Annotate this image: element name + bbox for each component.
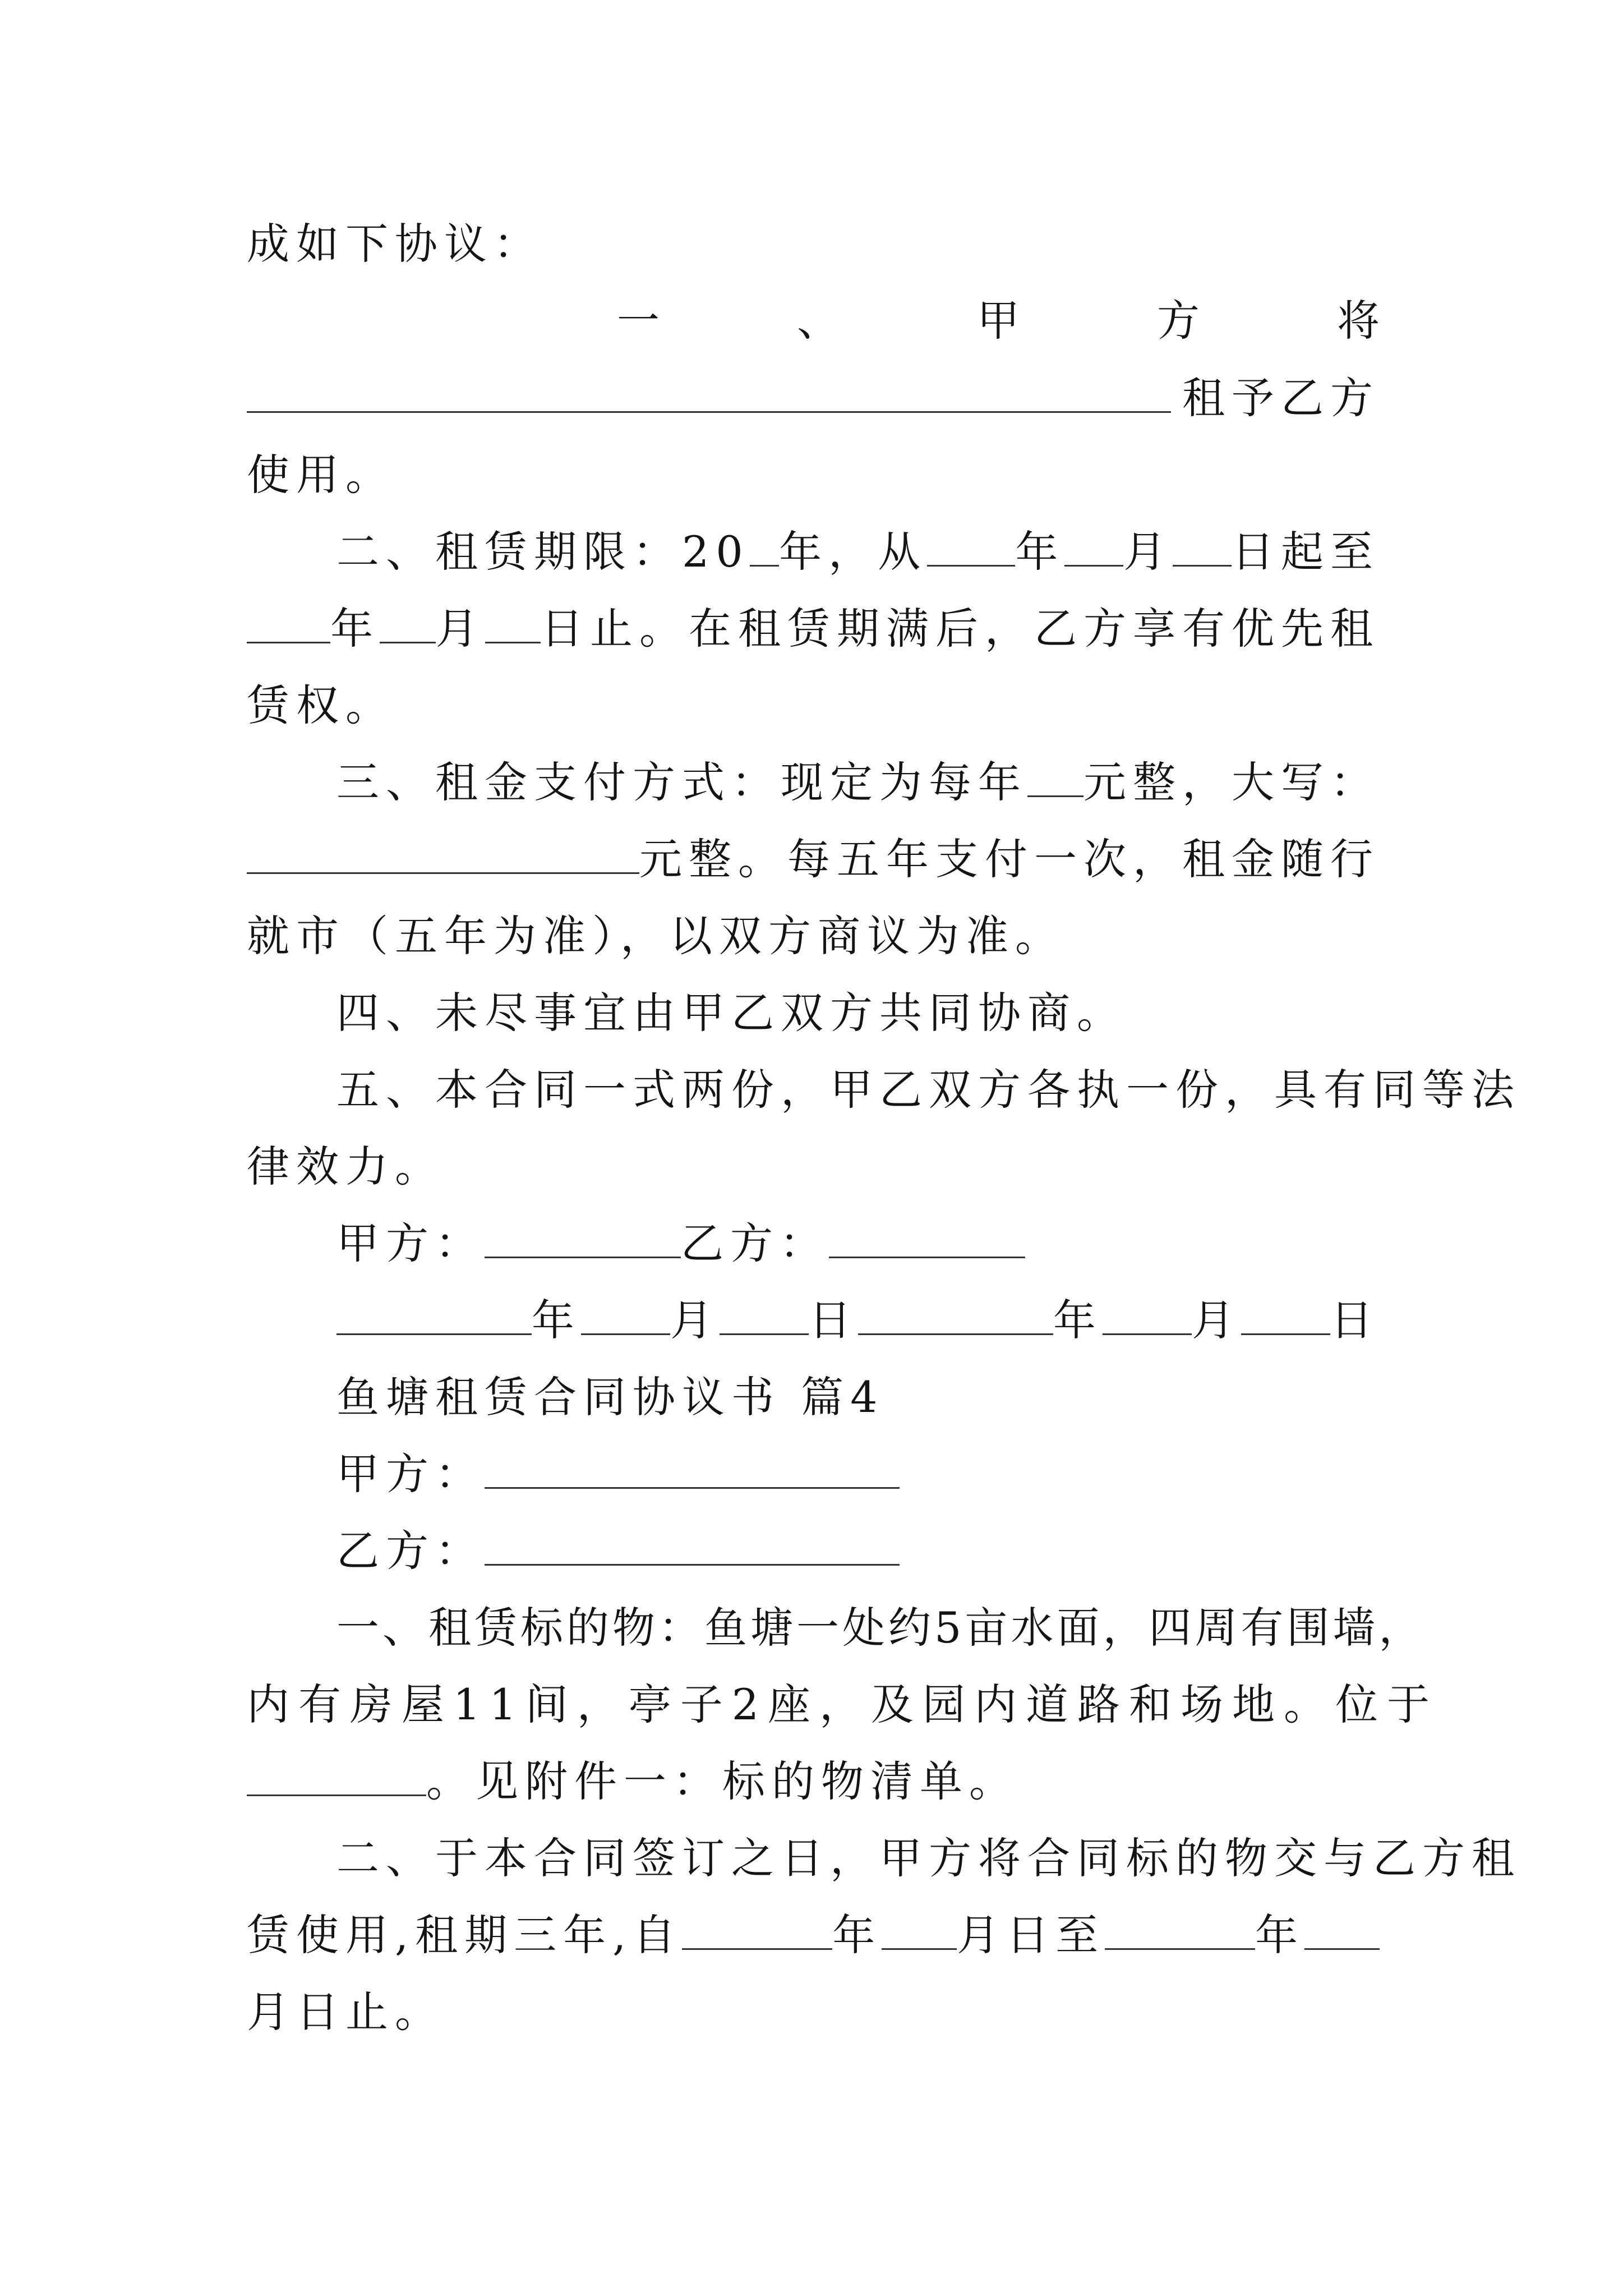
blank-underline [247, 1754, 426, 1796]
text-line [247, 829, 1380, 890]
blank-underline [927, 524, 1015, 567]
text: 甲方： [336, 1449, 485, 1499]
text: 。见附件一：标的物清单。 [426, 1756, 1018, 1806]
text: 月 [670, 1295, 720, 1345]
text-line [247, 675, 1380, 737]
text: 乙方： [681, 1218, 829, 1268]
text-line [336, 1828, 1521, 1889]
text-line [336, 521, 1380, 583]
text: 将 [1337, 296, 1380, 346]
text: 成如下协议： [247, 219, 543, 269]
text: 日 [1330, 1295, 1380, 1345]
text-line [247, 1674, 1439, 1736]
blank-underline [1304, 1908, 1380, 1950]
text: 方 [1157, 296, 1200, 346]
blank-underline [1105, 1908, 1255, 1950]
blank-underline [336, 1293, 532, 1335]
text: 元整，大写： [1083, 757, 1380, 807]
text: 使用。 [247, 450, 395, 500]
blank-underline [485, 1524, 900, 1566]
blank-underline [858, 1293, 1053, 1335]
text: 一、租赁标的物：鱼塘一处约5亩水面，四周有围墙， [336, 1603, 1425, 1653]
blank-underline [581, 1293, 670, 1335]
text: 月 [1123, 527, 1173, 577]
text-line [247, 1751, 1380, 1812]
text-line [336, 1597, 1425, 1659]
blank-underline [485, 1447, 900, 1489]
text: 月日止。 [247, 1987, 444, 2037]
blank-underline [1027, 755, 1083, 797]
blank-underline [485, 1216, 681, 1258]
text: 年 [1053, 1295, 1103, 1345]
text-line [336, 752, 1380, 813]
text: 鱼塘租赁合同协议书 篇4 [336, 1372, 884, 1422]
text: 二、于本合同签订之日，甲方将合同标的物交与乙方租 [336, 1833, 1521, 1883]
blank-underline [1064, 524, 1123, 567]
text: 甲 [977, 296, 1020, 346]
blank-underline [1173, 524, 1232, 567]
signature-line [336, 1213, 1380, 1274]
text: 五、本合同一式两份，甲乙双方各执一份，具有同等法 [336, 1065, 1521, 1115]
blank-underline [247, 832, 639, 874]
text: 四、未尽事宜由甲乙双方共同协商。 [336, 988, 1126, 1038]
text-line [247, 598, 1380, 660]
text-line-justified [617, 290, 1380, 352]
text-line [247, 1136, 1380, 1198]
blank-underline [829, 1216, 1025, 1258]
text: 内有房屋11间，亭子2座，及园内道路和场地。位于 [247, 1680, 1439, 1729]
date-line [336, 1290, 1380, 1351]
blank-underline [247, 601, 330, 643]
text: 就市（五年为准），以双方商议为准。 [247, 911, 1064, 961]
text-line [247, 1981, 1380, 2043]
text: 年 [531, 1295, 581, 1345]
blank-underline [720, 1293, 809, 1335]
blank-underline [882, 1908, 957, 1950]
text: 月 [1191, 1295, 1241, 1345]
text: 甲方： [336, 1218, 485, 1268]
text-line [247, 1904, 1380, 1966]
blank-underline [1103, 1293, 1192, 1335]
text-line [247, 444, 1380, 506]
blank-underline [1241, 1293, 1330, 1335]
party-line [336, 1520, 1380, 1582]
text-line [247, 367, 1380, 429]
text: 日止。在租赁期满后，乙方享有优先租 [540, 604, 1380, 654]
party-line [336, 1443, 1380, 1505]
blank-underline [485, 601, 541, 643]
blank-underline [750, 524, 779, 567]
text: 、 [797, 296, 840, 346]
text: 律效力。 [247, 1142, 444, 1191]
text: 租予乙方 [1182, 373, 1380, 423]
text-line [336, 982, 1380, 1044]
text: 月 [435, 604, 485, 654]
text: 乙方： [336, 1526, 485, 1576]
text: 年 [1015, 527, 1065, 577]
text: 三、租金支付方式：现定为每年 [336, 757, 1027, 807]
text: 年 [1255, 1910, 1305, 1960]
text: 日 [809, 1295, 858, 1345]
text-line [336, 1059, 1521, 1121]
text: 赁权。 [247, 680, 395, 730]
blank-underline [682, 1908, 832, 1950]
text: 年，从 [779, 527, 928, 577]
text-line [247, 905, 1380, 967]
section-heading [336, 1366, 1380, 1428]
text: 二、租赁期限：20 [336, 527, 750, 577]
text: 赁使用,租期三年,自 [247, 1910, 683, 1960]
text: 月日至 [957, 1910, 1105, 1960]
text-line [247, 213, 1380, 275]
blank-underline [247, 371, 1171, 413]
blank-underline [380, 601, 435, 643]
text: 一 [617, 296, 660, 346]
text: 年 [832, 1910, 882, 1960]
text: 年 [330, 604, 380, 654]
text: 日起至 [1231, 527, 1380, 577]
text: 元整。每五年支付一次，租金随行 [639, 834, 1380, 884]
